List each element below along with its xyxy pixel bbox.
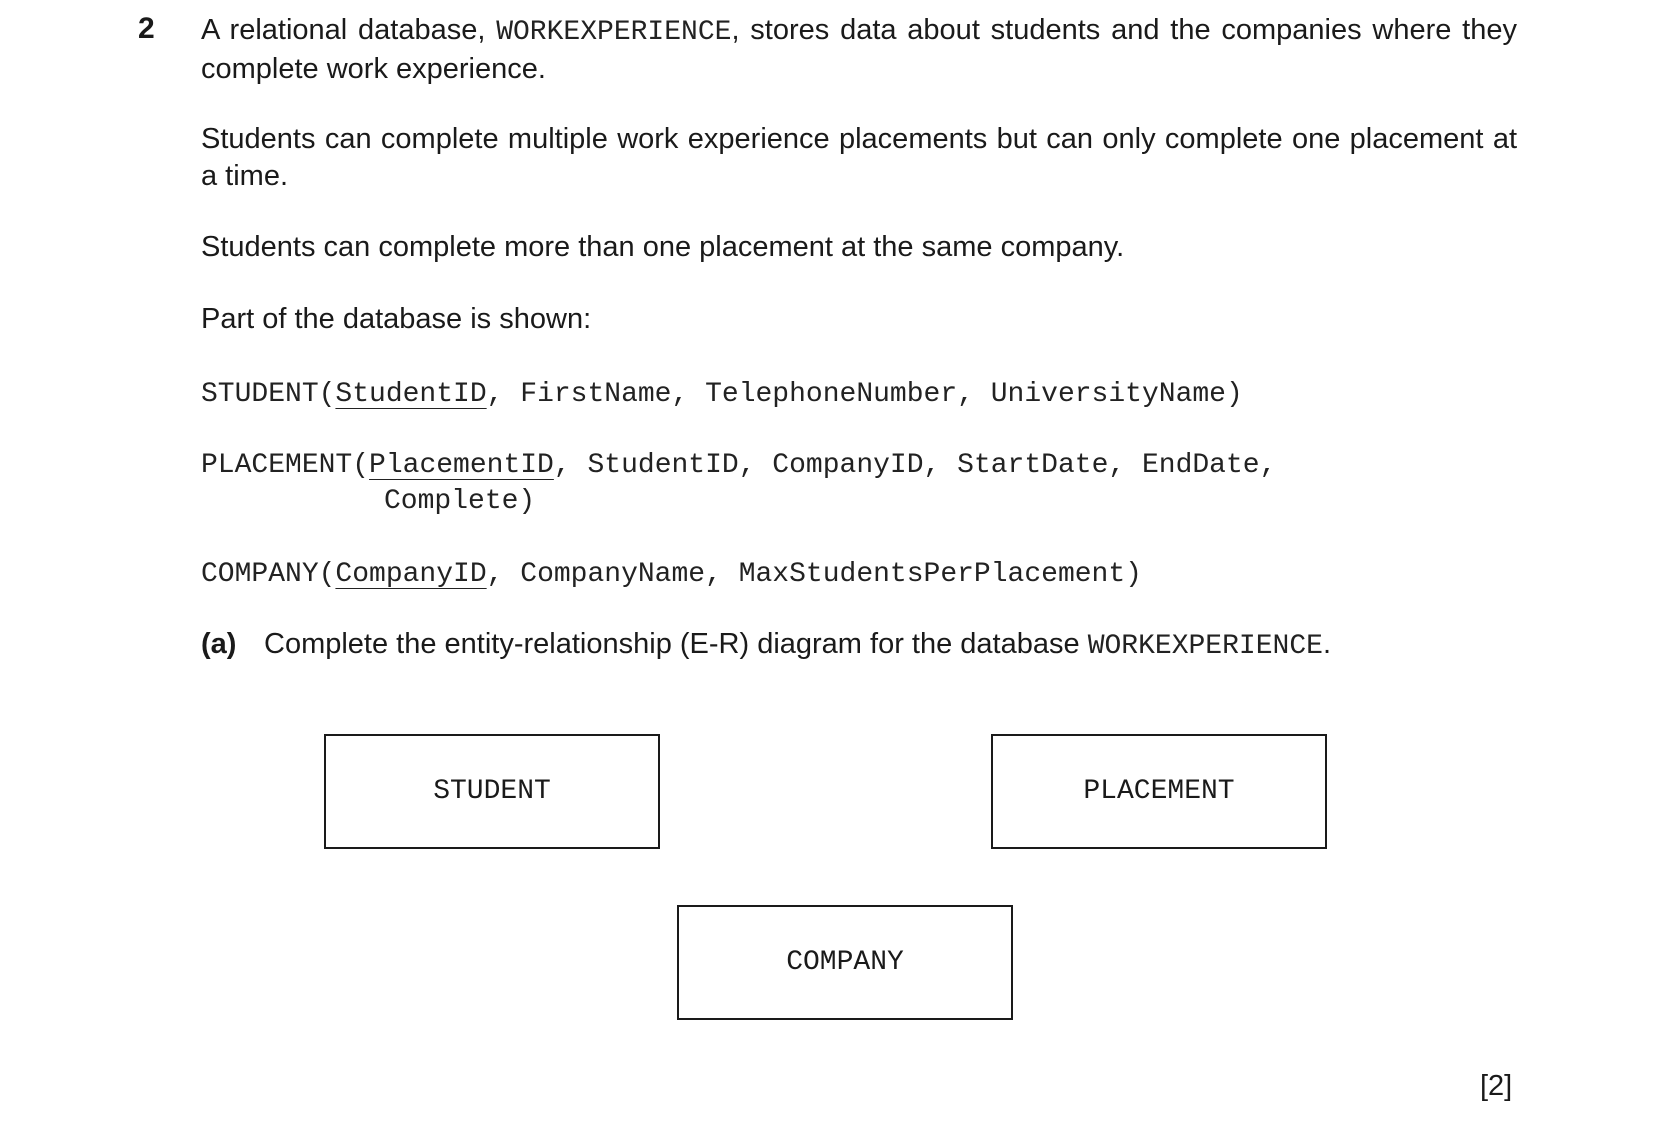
entity-box-student: STUDENT xyxy=(324,734,660,849)
company-primary-key: CompanyID xyxy=(335,559,487,590)
part-a-text: Complete the entity-relationship (E-R) diagram for the database xyxy=(264,628,1088,660)
database-shown-paragraph: Part of the database is shown: xyxy=(201,303,592,335)
placement-table-name: PLACEMENT( xyxy=(201,450,370,481)
student-attributes: , FirstName, TelephoneNumber, UniversityName) xyxy=(486,379,1243,410)
placement-schema-continuation: Complete) xyxy=(384,486,536,517)
intro-text-before: A relational database, xyxy=(201,14,497,46)
multiple-placements-paragraph: Students can complete multiple work experience placements but can only complete one placement at a time. xyxy=(201,123,1517,192)
part-a-question xyxy=(201,626,1331,665)
database-name: WORKEXPERIENCE xyxy=(496,17,732,48)
same-company-paragraph: Students can complete more than one placement at the same company. xyxy=(201,231,1125,263)
entity-box-placement: PLACEMENT xyxy=(991,734,1327,849)
placement-schema xyxy=(201,448,1276,484)
question-number: 2 xyxy=(138,12,155,45)
part-a-database-name: WORKEXPERIENCE xyxy=(1087,631,1323,662)
entity-box-company: COMPANY xyxy=(677,905,1013,1020)
company-schema xyxy=(201,557,1142,593)
placement-primary-key: PlacementID xyxy=(369,450,554,481)
placement-attributes: , StudentID, CompanyID, StartDate, EndDate, xyxy=(553,450,1277,481)
part-a-label: (a) xyxy=(201,628,237,660)
student-primary-key: StudentID xyxy=(335,379,487,410)
intro-text-after: , stores data about students and the companies where they complete work experience. xyxy=(201,14,1517,85)
company-table-name: COMPANY( xyxy=(201,559,336,590)
student-table-name: STUDENT( xyxy=(201,379,336,410)
marks-allocation: [2] xyxy=(1480,1070,1513,1102)
student-schema xyxy=(201,377,1243,413)
part-a-end: . xyxy=(1322,628,1331,660)
intro-paragraph xyxy=(201,12,1517,88)
company-attributes: , CompanyName, MaxStudentsPerPlacement) xyxy=(486,559,1142,590)
